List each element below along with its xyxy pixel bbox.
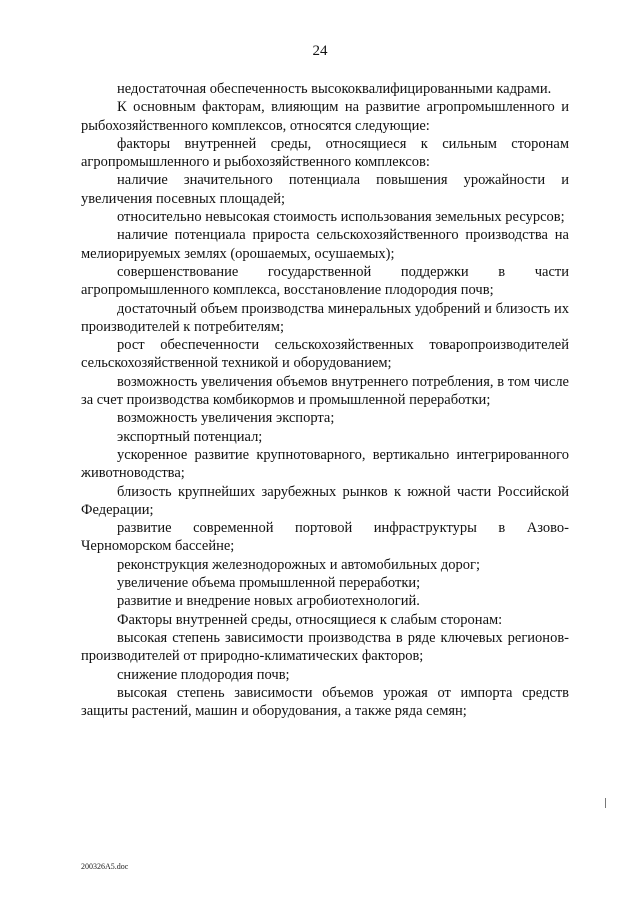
paragraph: совершенствование государственной поддержки в части агропромышленного комплекса, восстановление плодородия почв; [81,263,569,299]
page-number: 24 [312,43,328,59]
paragraph: наличие потенциала прироста сельскохозяйственного производства на мелиорируемых землях (орошаемых, осушаемых); [81,227,569,262]
paragraph: ускоренное развитие крупнотоварного, вертикально интегрированного животноводства; [81,446,569,482]
paragraph: достаточный объем производства минеральных удобрений и близость их производителей к потребителям; [81,300,569,335]
paragraph: высокая степень зависимости объемов урожая от импорта средств защиты растений, машин и оборудования, а также ряда семян; [81,684,569,720]
footer-filename: 200326A5.doc [81,862,129,871]
paragraph: относительно невысокая стоимость использования земельных ресурсов; [117,209,565,226]
paragraph: недостаточная обеспеченность высококвалифицированными кадрами. [117,81,552,97]
paragraph: рост обеспеченности сельскохозяйственных товаропроизводителей сельскохозяйственной техникой и оборудованием; [81,337,569,372]
paragraph: К основным факторам, влияющим на развитие агропромышленного и рыбохозяйственного комплексов, относятся следующие: [81,99,569,134]
paragraph: реконструкция железнодорожных и автомобильных дорог; [117,556,481,573]
paragraph: возможность увеличения экспорта; [117,410,335,427]
paragraph: развитие современной портовой инфраструктуры в Азово-Черноморском бассейне; [81,520,569,555]
paragraph: экспортный потенциал; [117,428,263,445]
document-body [81,80,569,720]
paragraph: факторы внутренней среды, относящиеся к сильным сторонам агропромышленного и рыбохозяйственного комплексов: [81,135,569,171]
paragraph: увеличение объема промышленной переработки; [117,575,421,592]
paragraph: наличие значительного потенциала повышения урожайности и увеличения посевных площадей; [81,172,569,207]
paragraph: Факторы внутренней среды, относящиеся к слабым сторонам: [117,611,503,628]
paragraph: снижение плодородия почв; [117,666,290,683]
paragraph: близость крупнейших зарубежных рынков к южной части Российской Федерации; [81,483,569,518]
paragraph: развитие и внедрение новых агробиотехнологий. [117,593,420,610]
paragraph: высокая степень зависимости производства в ряде ключевых регионов-производителей от природно-климатических факторов; [81,629,569,665]
paragraph: возможность увеличения объемов внутреннего потребления, в том числе за счет производства комбикормов и промышленной переработки; [81,373,569,409]
margin-mark [605,798,606,808]
